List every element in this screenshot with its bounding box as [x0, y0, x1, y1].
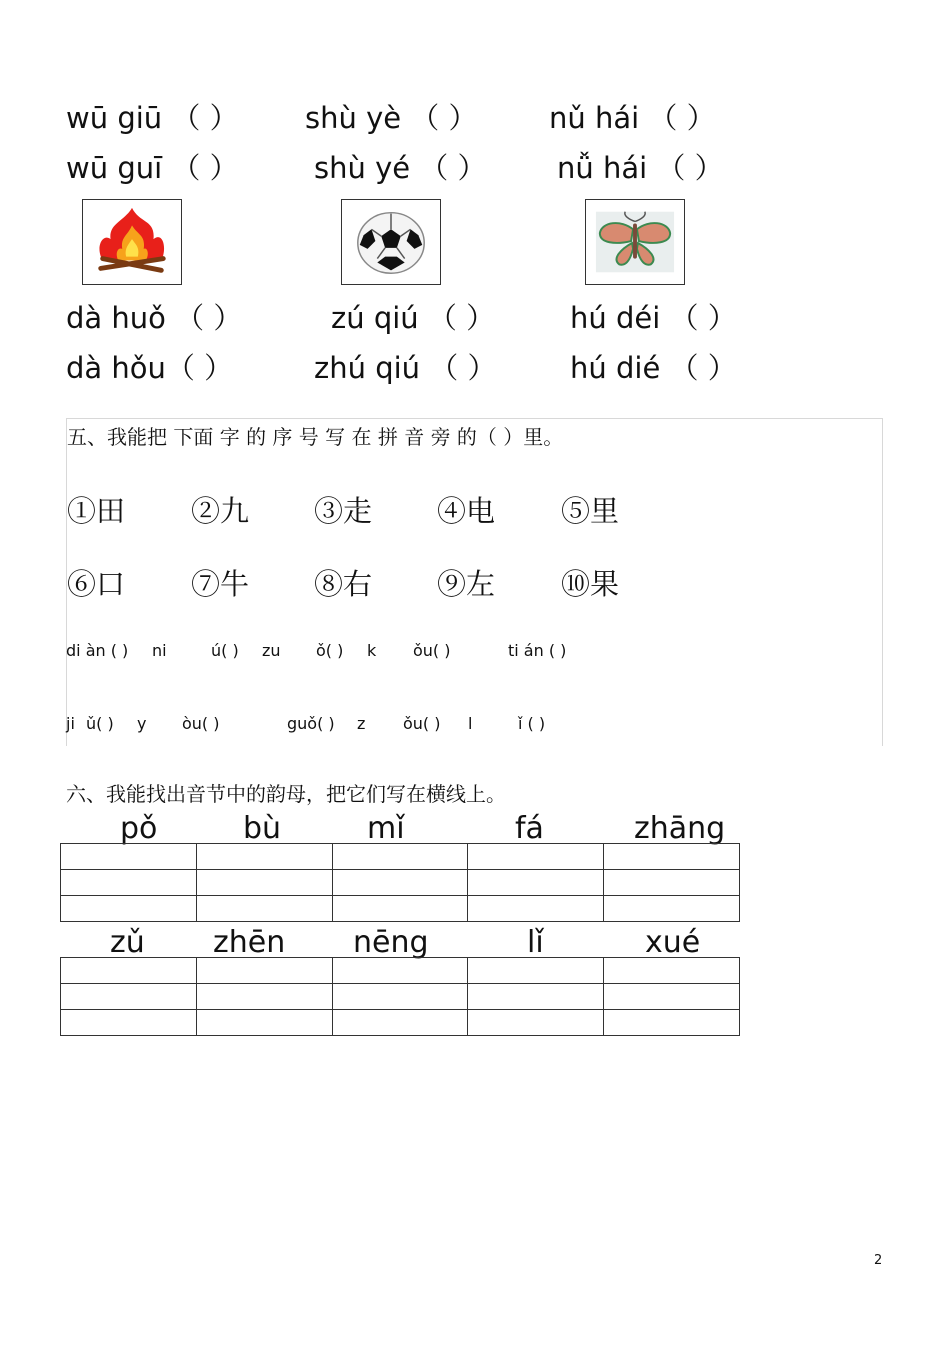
- answer-cell[interactable]: [468, 896, 604, 922]
- char-item: ⑧右: [314, 567, 373, 601]
- char-item: ⑤里: [561, 494, 620, 528]
- answer-cell[interactable]: [61, 870, 197, 896]
- answer-cell[interactable]: [604, 870, 740, 896]
- char-item: ⑨左: [437, 567, 496, 601]
- pinyin-fill-item: z: [357, 714, 366, 733]
- syllable-label: nēng: [353, 925, 429, 960]
- answer-cell[interactable]: [61, 1010, 197, 1036]
- syllable-label: fá: [515, 811, 544, 846]
- butterfly-picture: [585, 199, 685, 285]
- answer-cell[interactable]: [468, 844, 604, 870]
- pinyin-item: zhú qiú （ ）: [314, 351, 497, 385]
- pinyin-item: shù yè （ ）: [305, 101, 478, 135]
- pinyin-item: shù yé （ ）: [314, 151, 487, 185]
- answer-cell[interactable]: [604, 1010, 740, 1036]
- section-five-title: 五、我能把 下面 字 的 序 号 写 在 拼 音 旁 的（ ）里。: [67, 425, 564, 449]
- pinyin-item: hú dié （ ）: [570, 351, 737, 385]
- pinyin-fill-item: l: [468, 714, 473, 733]
- syllable-label: bù: [243, 811, 282, 846]
- answer-cell[interactable]: [604, 896, 740, 922]
- syllable-label: lǐ: [527, 925, 544, 960]
- answer-cell[interactable]: [61, 844, 197, 870]
- answer-cell[interactable]: [604, 958, 740, 984]
- char-item: ①田: [67, 494, 126, 528]
- syllable-label: xué: [645, 925, 701, 960]
- syllable-label: zhēn: [213, 925, 286, 960]
- butterfly-icon: [586, 200, 684, 284]
- char-item: ④电: [437, 494, 496, 528]
- char-item: ⑦牛: [191, 567, 250, 601]
- pinyin-fill-item: ǒ( ): [316, 641, 344, 660]
- answer-cell[interactable]: [196, 870, 332, 896]
- pinyin-fill-item: di àn ( ): [66, 641, 129, 660]
- section-six-title: 六、我能找出音节中的韵母，把它们写在横线上。: [66, 782, 506, 806]
- syllable-label: zǔ: [110, 925, 145, 960]
- pinyin-item: nǔ hái （ ）: [549, 101, 716, 135]
- answer-grid-2: [60, 957, 740, 1036]
- answer-grid-1: [60, 843, 740, 922]
- answer-cell[interactable]: [196, 844, 332, 870]
- answer-cell[interactable]: [196, 984, 332, 1010]
- answer-cell[interactable]: [604, 844, 740, 870]
- answer-cell[interactable]: [332, 844, 468, 870]
- pinyin-fill-item: y: [137, 714, 147, 733]
- pinyin-fill-item: ǐ ( ): [518, 714, 546, 733]
- fire-picture: [82, 199, 182, 285]
- pinyin-fill-item: ú( ): [211, 641, 239, 660]
- pinyin-item: nǚ hái （ ）: [557, 151, 724, 185]
- pinyin-fill-item: zu: [262, 641, 281, 660]
- pinyin-fill-item: ǔ( ): [86, 714, 114, 733]
- answer-cell[interactable]: [468, 1010, 604, 1036]
- pinyin-fill-item: k: [367, 641, 377, 660]
- pinyin-fill-item: òu( ): [182, 714, 220, 733]
- answer-cell[interactable]: [468, 984, 604, 1010]
- pinyin-fill-item: ti án ( ): [508, 641, 567, 660]
- char-item: ③走: [314, 494, 373, 528]
- answer-cell[interactable]: [61, 958, 197, 984]
- answer-cell[interactable]: [196, 1010, 332, 1036]
- answer-cell[interactable]: [61, 896, 197, 922]
- answer-cell[interactable]: [332, 984, 468, 1010]
- syllable-label: pǒ: [120, 811, 158, 846]
- answer-cell[interactable]: [332, 958, 468, 984]
- answer-cell[interactable]: [332, 896, 468, 922]
- pinyin-fill-item: ji: [66, 714, 75, 733]
- answer-cell[interactable]: [468, 870, 604, 896]
- answer-cell[interactable]: [196, 958, 332, 984]
- pinyin-fill-item: ǒu( ): [403, 714, 441, 733]
- answer-cell[interactable]: [61, 984, 197, 1010]
- char-item: ⑥口: [67, 567, 126, 601]
- soccer-ball-icon: [342, 200, 440, 284]
- pinyin-fill-item: ni: [152, 641, 167, 660]
- char-item: ⑩果: [561, 567, 620, 601]
- answer-cell[interactable]: [468, 958, 604, 984]
- pinyin-item: hú déi （ ）: [570, 301, 737, 335]
- fire-icon: [83, 200, 181, 284]
- pinyin-fill-item: guǒ( ): [287, 714, 335, 733]
- syllable-label: mǐ: [367, 811, 405, 846]
- pinyin-item: wū giū （ ）: [66, 101, 239, 135]
- pinyin-item: zú qiú （ ）: [331, 301, 496, 335]
- answer-cell[interactable]: [196, 896, 332, 922]
- answer-cell[interactable]: [332, 870, 468, 896]
- answer-cell[interactable]: [604, 984, 740, 1010]
- pinyin-item: dà huǒ （ ）: [66, 301, 243, 335]
- pinyin-item: dà hǒu（ ）: [66, 351, 234, 385]
- syllable-label: zhāng: [634, 811, 726, 846]
- answer-cell[interactable]: [332, 1010, 468, 1036]
- soccer-ball-picture: [341, 199, 441, 285]
- pinyin-fill-item: ǒu( ): [413, 641, 451, 660]
- page-number: 2: [874, 1253, 883, 1268]
- pinyin-item: wū guī （ ）: [66, 151, 239, 185]
- char-item: ②九: [191, 494, 250, 528]
